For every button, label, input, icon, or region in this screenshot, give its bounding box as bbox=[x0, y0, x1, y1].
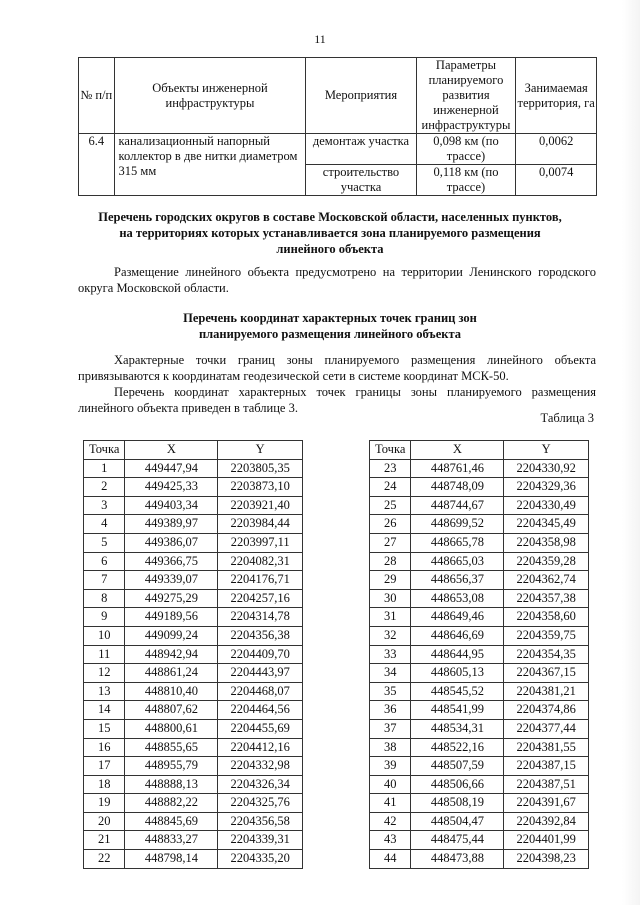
cell-x: 448861,24 bbox=[125, 664, 218, 683]
header-y: Y bbox=[218, 441, 303, 460]
cell-x: 448955,79 bbox=[125, 757, 218, 776]
header-point: Точка bbox=[84, 441, 125, 460]
cell-point: 23 bbox=[370, 459, 411, 478]
cell-x: 448761,46 bbox=[411, 459, 504, 478]
cell-x: 448605,13 bbox=[411, 664, 504, 683]
header-y: Y bbox=[504, 441, 589, 460]
table-row bbox=[370, 831, 589, 850]
cell-y: 2204409,70 bbox=[218, 645, 303, 664]
cell-x: 448649,46 bbox=[411, 608, 504, 627]
table-row bbox=[370, 626, 589, 645]
table-row bbox=[84, 719, 303, 738]
table-row bbox=[84, 589, 303, 608]
cell-y: 2204354,35 bbox=[504, 645, 589, 664]
cell-x: 448798,14 bbox=[125, 850, 218, 869]
table-row bbox=[84, 812, 303, 831]
table-row bbox=[370, 719, 589, 738]
cell-y: 2204335,20 bbox=[218, 850, 303, 869]
cell-x: 449403,34 bbox=[125, 496, 218, 515]
cell-y: 2204377,44 bbox=[504, 719, 589, 738]
cell-x: 448541,99 bbox=[411, 701, 504, 720]
cell-x: 448699,52 bbox=[411, 515, 504, 534]
table-row bbox=[84, 515, 303, 534]
cell-y: 2204401,99 bbox=[504, 831, 589, 850]
cell-point: 29 bbox=[370, 571, 411, 590]
row-action: демонтаж участка bbox=[306, 134, 416, 165]
cell-y: 2204358,98 bbox=[504, 533, 589, 552]
cell-x: 448646,69 bbox=[411, 626, 504, 645]
table-row bbox=[84, 664, 303, 683]
cell-x: 448545,52 bbox=[411, 682, 504, 701]
cell-y: 2204356,38 bbox=[218, 626, 303, 645]
cell-y: 2204468,07 bbox=[218, 682, 303, 701]
cell-x: 448644,95 bbox=[411, 645, 504, 664]
coords-header-row bbox=[370, 441, 589, 460]
cell-y: 2204356,58 bbox=[218, 812, 303, 831]
cell-point: 17 bbox=[84, 757, 125, 776]
row-param: 0,098 км (по трассе) bbox=[416, 134, 516, 165]
table-row bbox=[370, 589, 589, 608]
cell-x: 448833,27 bbox=[125, 831, 218, 850]
cell-y: 2204367,15 bbox=[504, 664, 589, 683]
cell-x: 449425,33 bbox=[125, 478, 218, 497]
cell-x: 448522,16 bbox=[411, 738, 504, 757]
cell-point: 5 bbox=[84, 533, 125, 552]
table-row bbox=[84, 533, 303, 552]
table-row bbox=[84, 831, 303, 850]
cell-y: 2204345,49 bbox=[504, 515, 589, 534]
table-row bbox=[370, 701, 589, 720]
cell-point: 26 bbox=[370, 515, 411, 534]
cell-x: 448744,67 bbox=[411, 496, 504, 515]
table-row bbox=[84, 459, 303, 478]
cell-point: 3 bbox=[84, 496, 125, 515]
cell-y: 2204330,49 bbox=[504, 496, 589, 515]
cell-y: 2204358,60 bbox=[504, 608, 589, 627]
table-row bbox=[370, 496, 589, 515]
cell-x: 448888,13 bbox=[125, 775, 218, 794]
cell-x: 448665,78 bbox=[411, 533, 504, 552]
cell-point: 28 bbox=[370, 552, 411, 571]
coords-header-row bbox=[84, 441, 303, 460]
cell-y: 2203984,44 bbox=[218, 515, 303, 534]
row-param: 0,118 км (по трассе) bbox=[416, 165, 516, 196]
table-row bbox=[370, 664, 589, 683]
cell-point: 30 bbox=[370, 589, 411, 608]
cell-y: 2204381,55 bbox=[504, 738, 589, 757]
cell-x: 448800,61 bbox=[125, 719, 218, 738]
table-row bbox=[370, 459, 589, 478]
header-action: Мероприятия bbox=[306, 58, 416, 134]
table-header-row bbox=[79, 58, 597, 134]
cell-point: 6 bbox=[84, 552, 125, 571]
cell-x: 448810,40 bbox=[125, 682, 218, 701]
cell-point: 43 bbox=[370, 831, 411, 850]
row-object: канализационный напорный коллектор в две нитки диаметром 315 мм bbox=[114, 134, 306, 196]
cell-x: 448653,08 bbox=[411, 589, 504, 608]
table-row bbox=[370, 757, 589, 776]
table-row bbox=[370, 738, 589, 757]
cell-point: 34 bbox=[370, 664, 411, 683]
cell-y: 2204082,31 bbox=[218, 552, 303, 571]
cell-y: 2204330,92 bbox=[504, 459, 589, 478]
table-row bbox=[84, 757, 303, 776]
cell-y: 2204455,69 bbox=[218, 719, 303, 738]
cell-y: 2204387,51 bbox=[504, 775, 589, 794]
table-row bbox=[84, 552, 303, 571]
coordinates-table-right bbox=[369, 440, 589, 869]
cell-x: 448534,31 bbox=[411, 719, 504, 738]
cell-x: 449099,24 bbox=[125, 626, 218, 645]
cell-point: 41 bbox=[370, 794, 411, 813]
table-row bbox=[84, 571, 303, 590]
table-row bbox=[370, 645, 589, 664]
cell-x: 449386,07 bbox=[125, 533, 218, 552]
paragraph-table-ref: Перечень координат характерных точек границы зоны планируемого размещения линейного объекта приведен в таблице 3. bbox=[78, 385, 596, 415]
table-row bbox=[84, 608, 303, 627]
table-row bbox=[84, 645, 303, 664]
table-row bbox=[370, 571, 589, 590]
cell-y: 2204314,78 bbox=[218, 608, 303, 627]
header-num: № п/п bbox=[79, 58, 115, 134]
table-row bbox=[370, 812, 589, 831]
cell-y: 2203873,10 bbox=[218, 478, 303, 497]
cell-y: 2204412,16 bbox=[218, 738, 303, 757]
cell-x: 449275,29 bbox=[125, 589, 218, 608]
cell-point: 40 bbox=[370, 775, 411, 794]
cell-x: 448855,65 bbox=[125, 738, 218, 757]
cell-x: 448845,69 bbox=[125, 812, 218, 831]
cell-y: 2204362,74 bbox=[504, 571, 589, 590]
header-point: Точка bbox=[370, 441, 411, 460]
paragraph-placement: Размещение линейного объекта предусмотрено на территории Ленинского городского округа Московской области. bbox=[78, 265, 596, 295]
cell-y: 2204359,75 bbox=[504, 626, 589, 645]
cell-point: 1 bbox=[84, 459, 125, 478]
cell-y: 2204257,16 bbox=[218, 589, 303, 608]
row-num: 6.4 bbox=[79, 134, 115, 196]
cell-x: 449389,97 bbox=[125, 515, 218, 534]
table-row bbox=[84, 701, 303, 720]
table-row bbox=[84, 738, 303, 757]
table-row bbox=[370, 775, 589, 794]
cell-y: 2203921,40 bbox=[218, 496, 303, 515]
table-row bbox=[370, 533, 589, 552]
table-row bbox=[84, 478, 303, 497]
section-heading-districts: Перечень городских округов в составе Московской области, населенных пунктов, на территориях которых устанавливается зона планируемого размещения линейного объекта bbox=[98, 210, 562, 256]
cell-y: 2204176,71 bbox=[218, 571, 303, 590]
cell-x: 449366,75 bbox=[125, 552, 218, 571]
header-x: X bbox=[411, 441, 504, 460]
cell-x: 448475,44 bbox=[411, 831, 504, 850]
table-row bbox=[370, 682, 589, 701]
cell-y: 2204392,84 bbox=[504, 812, 589, 831]
cell-point: 21 bbox=[84, 831, 125, 850]
header-area: Занимаемая территория, га bbox=[516, 58, 597, 134]
cell-point: 44 bbox=[370, 850, 411, 869]
cell-x: 448508,19 bbox=[411, 794, 504, 813]
cell-x: 448473,88 bbox=[411, 850, 504, 869]
row-area: 0,0062 bbox=[516, 134, 597, 165]
paragraph-points: Характерные точки границ зоны планируемого размещения линейного объекта привязываются к координатам геодезической сети в системе координат МСК-50. bbox=[78, 353, 596, 383]
cell-y: 2204391,67 bbox=[504, 794, 589, 813]
cell-point: 42 bbox=[370, 812, 411, 831]
cell-x: 448665,03 bbox=[411, 552, 504, 571]
cell-y: 2204443,97 bbox=[218, 664, 303, 683]
table-row bbox=[84, 775, 303, 794]
cell-point: 39 bbox=[370, 757, 411, 776]
cell-point: 25 bbox=[370, 496, 411, 515]
cell-y: 2204464,56 bbox=[218, 701, 303, 720]
cell-x: 448807,62 bbox=[125, 701, 218, 720]
cell-point: 9 bbox=[84, 608, 125, 627]
cell-point: 12 bbox=[84, 664, 125, 683]
cell-x: 449447,94 bbox=[125, 459, 218, 478]
cell-y: 2203805,35 bbox=[218, 459, 303, 478]
table-row bbox=[370, 608, 589, 627]
cell-y: 2204326,34 bbox=[218, 775, 303, 794]
cell-x: 448656,37 bbox=[411, 571, 504, 590]
row-action: строительство участка bbox=[306, 165, 416, 196]
cell-point: 33 bbox=[370, 645, 411, 664]
table-row bbox=[370, 478, 589, 497]
cell-point: 32 bbox=[370, 626, 411, 645]
table-row bbox=[79, 134, 597, 165]
cell-point: 19 bbox=[84, 794, 125, 813]
cell-point: 22 bbox=[84, 850, 125, 869]
cell-point: 8 bbox=[84, 589, 125, 608]
cell-point: 11 bbox=[84, 645, 125, 664]
cell-point: 2 bbox=[84, 478, 125, 497]
cell-point: 4 bbox=[84, 515, 125, 534]
cell-point: 31 bbox=[370, 608, 411, 627]
header-x: X bbox=[125, 441, 218, 460]
cell-point: 27 bbox=[370, 533, 411, 552]
cell-y: 2204398,23 bbox=[504, 850, 589, 869]
table-row bbox=[84, 794, 303, 813]
cell-y: 2203997,11 bbox=[218, 533, 303, 552]
header-object: Объекты инженерной инфраструктуры bbox=[114, 58, 306, 134]
cell-y: 2204357,38 bbox=[504, 589, 589, 608]
table-row bbox=[370, 515, 589, 534]
table-row bbox=[370, 850, 589, 869]
cell-y: 2204381,21 bbox=[504, 682, 589, 701]
cell-point: 7 bbox=[84, 571, 125, 590]
table-row bbox=[84, 496, 303, 515]
cell-point: 24 bbox=[370, 478, 411, 497]
table-caption: Таблица 3 bbox=[540, 411, 594, 425]
table-row bbox=[84, 626, 303, 645]
cell-y: 2204325,76 bbox=[218, 794, 303, 813]
coordinates-table-left bbox=[83, 440, 303, 869]
cell-point: 15 bbox=[84, 719, 125, 738]
page-number: 11 bbox=[314, 32, 326, 46]
infrastructure-table bbox=[78, 57, 597, 196]
cell-y: 2204329,36 bbox=[504, 478, 589, 497]
cell-point: 20 bbox=[84, 812, 125, 831]
cell-y: 2204387,15 bbox=[504, 757, 589, 776]
cell-x: 449339,07 bbox=[125, 571, 218, 590]
cell-point: 38 bbox=[370, 738, 411, 757]
table-row bbox=[84, 682, 303, 701]
cell-x: 449189,56 bbox=[125, 608, 218, 627]
row-area: 0,0074 bbox=[516, 165, 597, 196]
cell-x: 448504,47 bbox=[411, 812, 504, 831]
cell-y: 2204332,98 bbox=[218, 757, 303, 776]
table-row bbox=[84, 850, 303, 869]
cell-y: 2204339,31 bbox=[218, 831, 303, 850]
cell-x: 448506,66 bbox=[411, 775, 504, 794]
cell-x: 448748,09 bbox=[411, 478, 504, 497]
cell-x: 448507,59 bbox=[411, 757, 504, 776]
table-row bbox=[370, 794, 589, 813]
section-heading-coordinates: Перечень координат характерных точек границ зон планируемого размещения линейного объекта bbox=[183, 311, 477, 341]
page-edge bbox=[622, 0, 640, 905]
cell-point: 35 bbox=[370, 682, 411, 701]
header-params: Параметры планируемого развития инженерной инфраструктуры bbox=[416, 58, 516, 134]
cell-y: 2204359,28 bbox=[504, 552, 589, 571]
cell-point: 36 bbox=[370, 701, 411, 720]
cell-point: 16 bbox=[84, 738, 125, 757]
cell-point: 18 bbox=[84, 775, 125, 794]
cell-x: 448882,22 bbox=[125, 794, 218, 813]
cell-y: 2204374,86 bbox=[504, 701, 589, 720]
cell-point: 10 bbox=[84, 626, 125, 645]
cell-point: 37 bbox=[370, 719, 411, 738]
cell-x: 448942,94 bbox=[125, 645, 218, 664]
cell-point: 14 bbox=[84, 701, 125, 720]
cell-point: 13 bbox=[84, 682, 125, 701]
table-row bbox=[370, 552, 589, 571]
